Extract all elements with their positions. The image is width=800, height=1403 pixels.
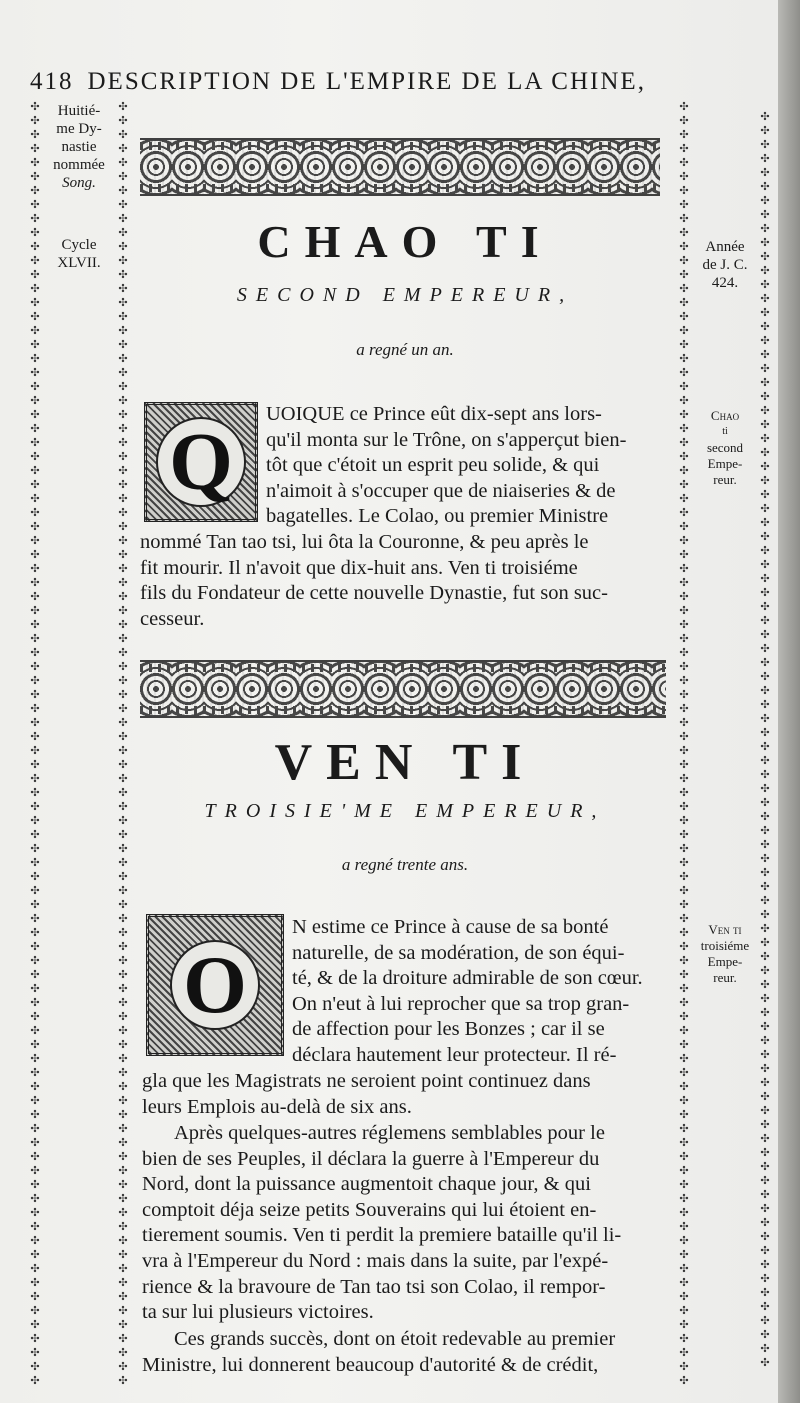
note-line: Empe- (707, 954, 743, 969)
paragraph-war (142, 1121, 670, 1326)
text-line: vra à l'Empereur du Nord : mais dans la suite, par l'expé- (142, 1249, 609, 1272)
note-line: reur. (713, 472, 737, 487)
text-line: UOIQUE ce Prince eût dix-sept ans lors- (266, 403, 602, 425)
text-line: rience & la bravoure de Tan tao tsi son Colao, il rempor- (142, 1275, 606, 1298)
running-head (30, 68, 710, 108)
note-line: 424. (711, 275, 739, 291)
note-line: me Dy- (56, 121, 102, 137)
text-line: fit mourir. Il n'avoit que dix-huit ans. Ven ti troisiéme (140, 556, 578, 579)
decorative-band-middle (140, 660, 666, 718)
note-line: Song. (62, 175, 96, 191)
ornament-rule-outer-left: ✣✣✣✣✣✣✣✣✣✣✣✣✣✣✣✣✣✣✣✣✣✣✣✣✣✣✣✣✣✣✣✣✣✣✣✣✣✣✣✣✣✣✣✣✣✣✣✣✣✣✣✣✣✣✣✣✣✣✣✣✣✣✣✣✣✣✣✣✣✣✣✣✣✣✣✣✣✣✣✣✣✣✣✣✣✣✣✣✣✣✣✣ (30, 101, 40, 1387)
text-line: leurs Emplois au-delà de six ans. (142, 1095, 412, 1118)
text-line: naturelle, de sa modération, de son équi- (292, 941, 625, 964)
note-line: Empe- (707, 456, 743, 471)
note-line: de J. C. (702, 257, 748, 273)
text-line: Après quelques-autres réglemens semblables pour le (174, 1122, 605, 1144)
note-line: Ven ti (708, 922, 742, 937)
reign-duration: a regné un an. (356, 340, 454, 359)
dropcap-letter: O (170, 940, 260, 1030)
text-line: Ministre, lui donnerent beaucoup d'autorité & de crédit, (142, 1353, 599, 1376)
text-line: tierement soumis. Ven ti perdit la premiere bataille qu'il li- (142, 1224, 622, 1247)
margin-note-chao (694, 408, 756, 488)
paragraph-chao-full (140, 530, 668, 632)
dropcap-o (146, 914, 284, 1056)
page-number: 418 (30, 68, 74, 95)
ornament-rule-inner-left: ✣✣✣✣✣✣✣✣✣✣✣✣✣✣✣✣✣✣✣✣✣✣✣✣✣✣✣✣✣✣✣✣✣✣✣✣✣✣✣✣✣✣✣✣✣✣✣✣✣✣✣✣✣✣✣✣✣✣✣✣✣✣✣✣✣✣✣✣✣✣✣✣✣✣✣✣✣✣✣✣✣✣✣✣✣✣✣✣✣✣✣✣ (118, 101, 128, 1387)
reign-duration: a regné trente ans. (341, 855, 469, 874)
note-line: XLVII. (57, 255, 101, 271)
section-title-chao-ti: CHAO TI (257, 216, 553, 267)
section-subtitle: SECOND EMPEREUR, (236, 284, 574, 306)
note-line: nommée (53, 157, 105, 173)
note-line: troisiéme (700, 938, 750, 953)
paragraph-success (142, 1327, 670, 1378)
ornament-rule-inner-right: ✣✣✣✣✣✣✣✣✣✣✣✣✣✣✣✣✣✣✣✣✣✣✣✣✣✣✣✣✣✣✣✣✣✣✣✣✣✣✣✣✣✣✣✣✣✣✣✣✣✣✣✣✣✣✣✣✣✣✣✣✣✣✣✣✣✣✣✣✣✣✣✣✣✣✣✣✣✣✣✣✣✣✣✣✣✣✣✣✣✣✣✣ (679, 101, 689, 1387)
ornament-rule-outer-right: ✣✣✣✣✣✣✣✣✣✣✣✣✣✣✣✣✣✣✣✣✣✣✣✣✣✣✣✣✣✣✣✣✣✣✣✣✣✣✣✣✣✣✣✣✣✣✣✣✣✣✣✣✣✣✣✣✣✣✣✣✣✣✣✣✣✣✣✣✣✣✣✣✣✣✣✣✣✣✣✣✣✣✣✣✣✣✣✣✣✣ (760, 111, 770, 1369)
note-line: Année (705, 239, 745, 255)
text-line: gla que les Magistrats ne seroient point continuez dans (142, 1070, 591, 1092)
text-line: té, & de la droiture admirable de son cœur. (292, 967, 643, 990)
decorative-band-top (140, 138, 660, 196)
text-line: bien de ses Peuples, il déclara la guerre à l'Empereur du (142, 1147, 600, 1170)
note-line: second (706, 440, 744, 455)
text-line: déclara hautement leur protecteur. Il ré- (292, 1043, 617, 1066)
note-line: Cycle (61, 237, 97, 253)
note-line: reur. (713, 970, 737, 985)
paragraph-ven-wrapped (292, 915, 670, 1069)
note-line: Huitié- (57, 103, 101, 119)
dropcap-q (144, 402, 258, 522)
note-line: nastie (61, 139, 97, 155)
text-line: N estime ce Prince à cause de sa bonté (292, 916, 609, 938)
text-line: cesseur. (140, 607, 205, 630)
section-title-ven-ti: VEN TI (274, 734, 536, 791)
text-line: nommé Tan tao tsi, lui ôta la Couronne, & peu après le (140, 531, 589, 553)
margin-note-ven (694, 922, 756, 986)
page-edge (778, 0, 800, 1403)
text-line: n'aimoit à s'occuper que de niaiseries & de (266, 479, 616, 502)
note-line: Chao (710, 408, 740, 423)
dropcap-letter: Q (156, 417, 246, 507)
text-line: fils du Fondateur de cette nouvelle Dynastie, fut son suc- (140, 582, 608, 605)
running-title: DESCRIPTION DE L'EMPIRE DE LA CHINE, (87, 68, 646, 95)
paragraph-chao-wrapped (266, 402, 668, 530)
section-subtitle: TROISIE'ME EMPEREUR, (204, 800, 606, 822)
text-line: tôt que c'étoit un esprit peu solide, & qui (266, 454, 600, 477)
note-line: ti (722, 426, 728, 437)
paragraph-ven-full (142, 1069, 670, 1120)
margin-note-cycle (46, 236, 112, 272)
margin-note-dynasty (46, 102, 112, 192)
text-line: ta sur lui plusieurs victoires. (142, 1301, 374, 1324)
text-line: comptoit déja seize petits Souverains qui lui étoient en- (142, 1198, 597, 1221)
text-line: Ces grands succès, dont on étoit redevable au premier (174, 1328, 616, 1350)
text-line: de affection pour les Bonzes ; car il se (292, 1018, 605, 1041)
text-line: Nord, dont la puissance augmentoit chaque jour, & qui (142, 1173, 591, 1196)
margin-note-year (694, 238, 756, 292)
text-line: qu'il monta sur le Trône, on s'apperçut bien- (266, 428, 627, 451)
text-line: bagatelles. Le Colao, ou premier Ministre (266, 505, 609, 528)
text-line: On n'eut à lui reprocher que sa trop gran- (292, 992, 630, 1015)
